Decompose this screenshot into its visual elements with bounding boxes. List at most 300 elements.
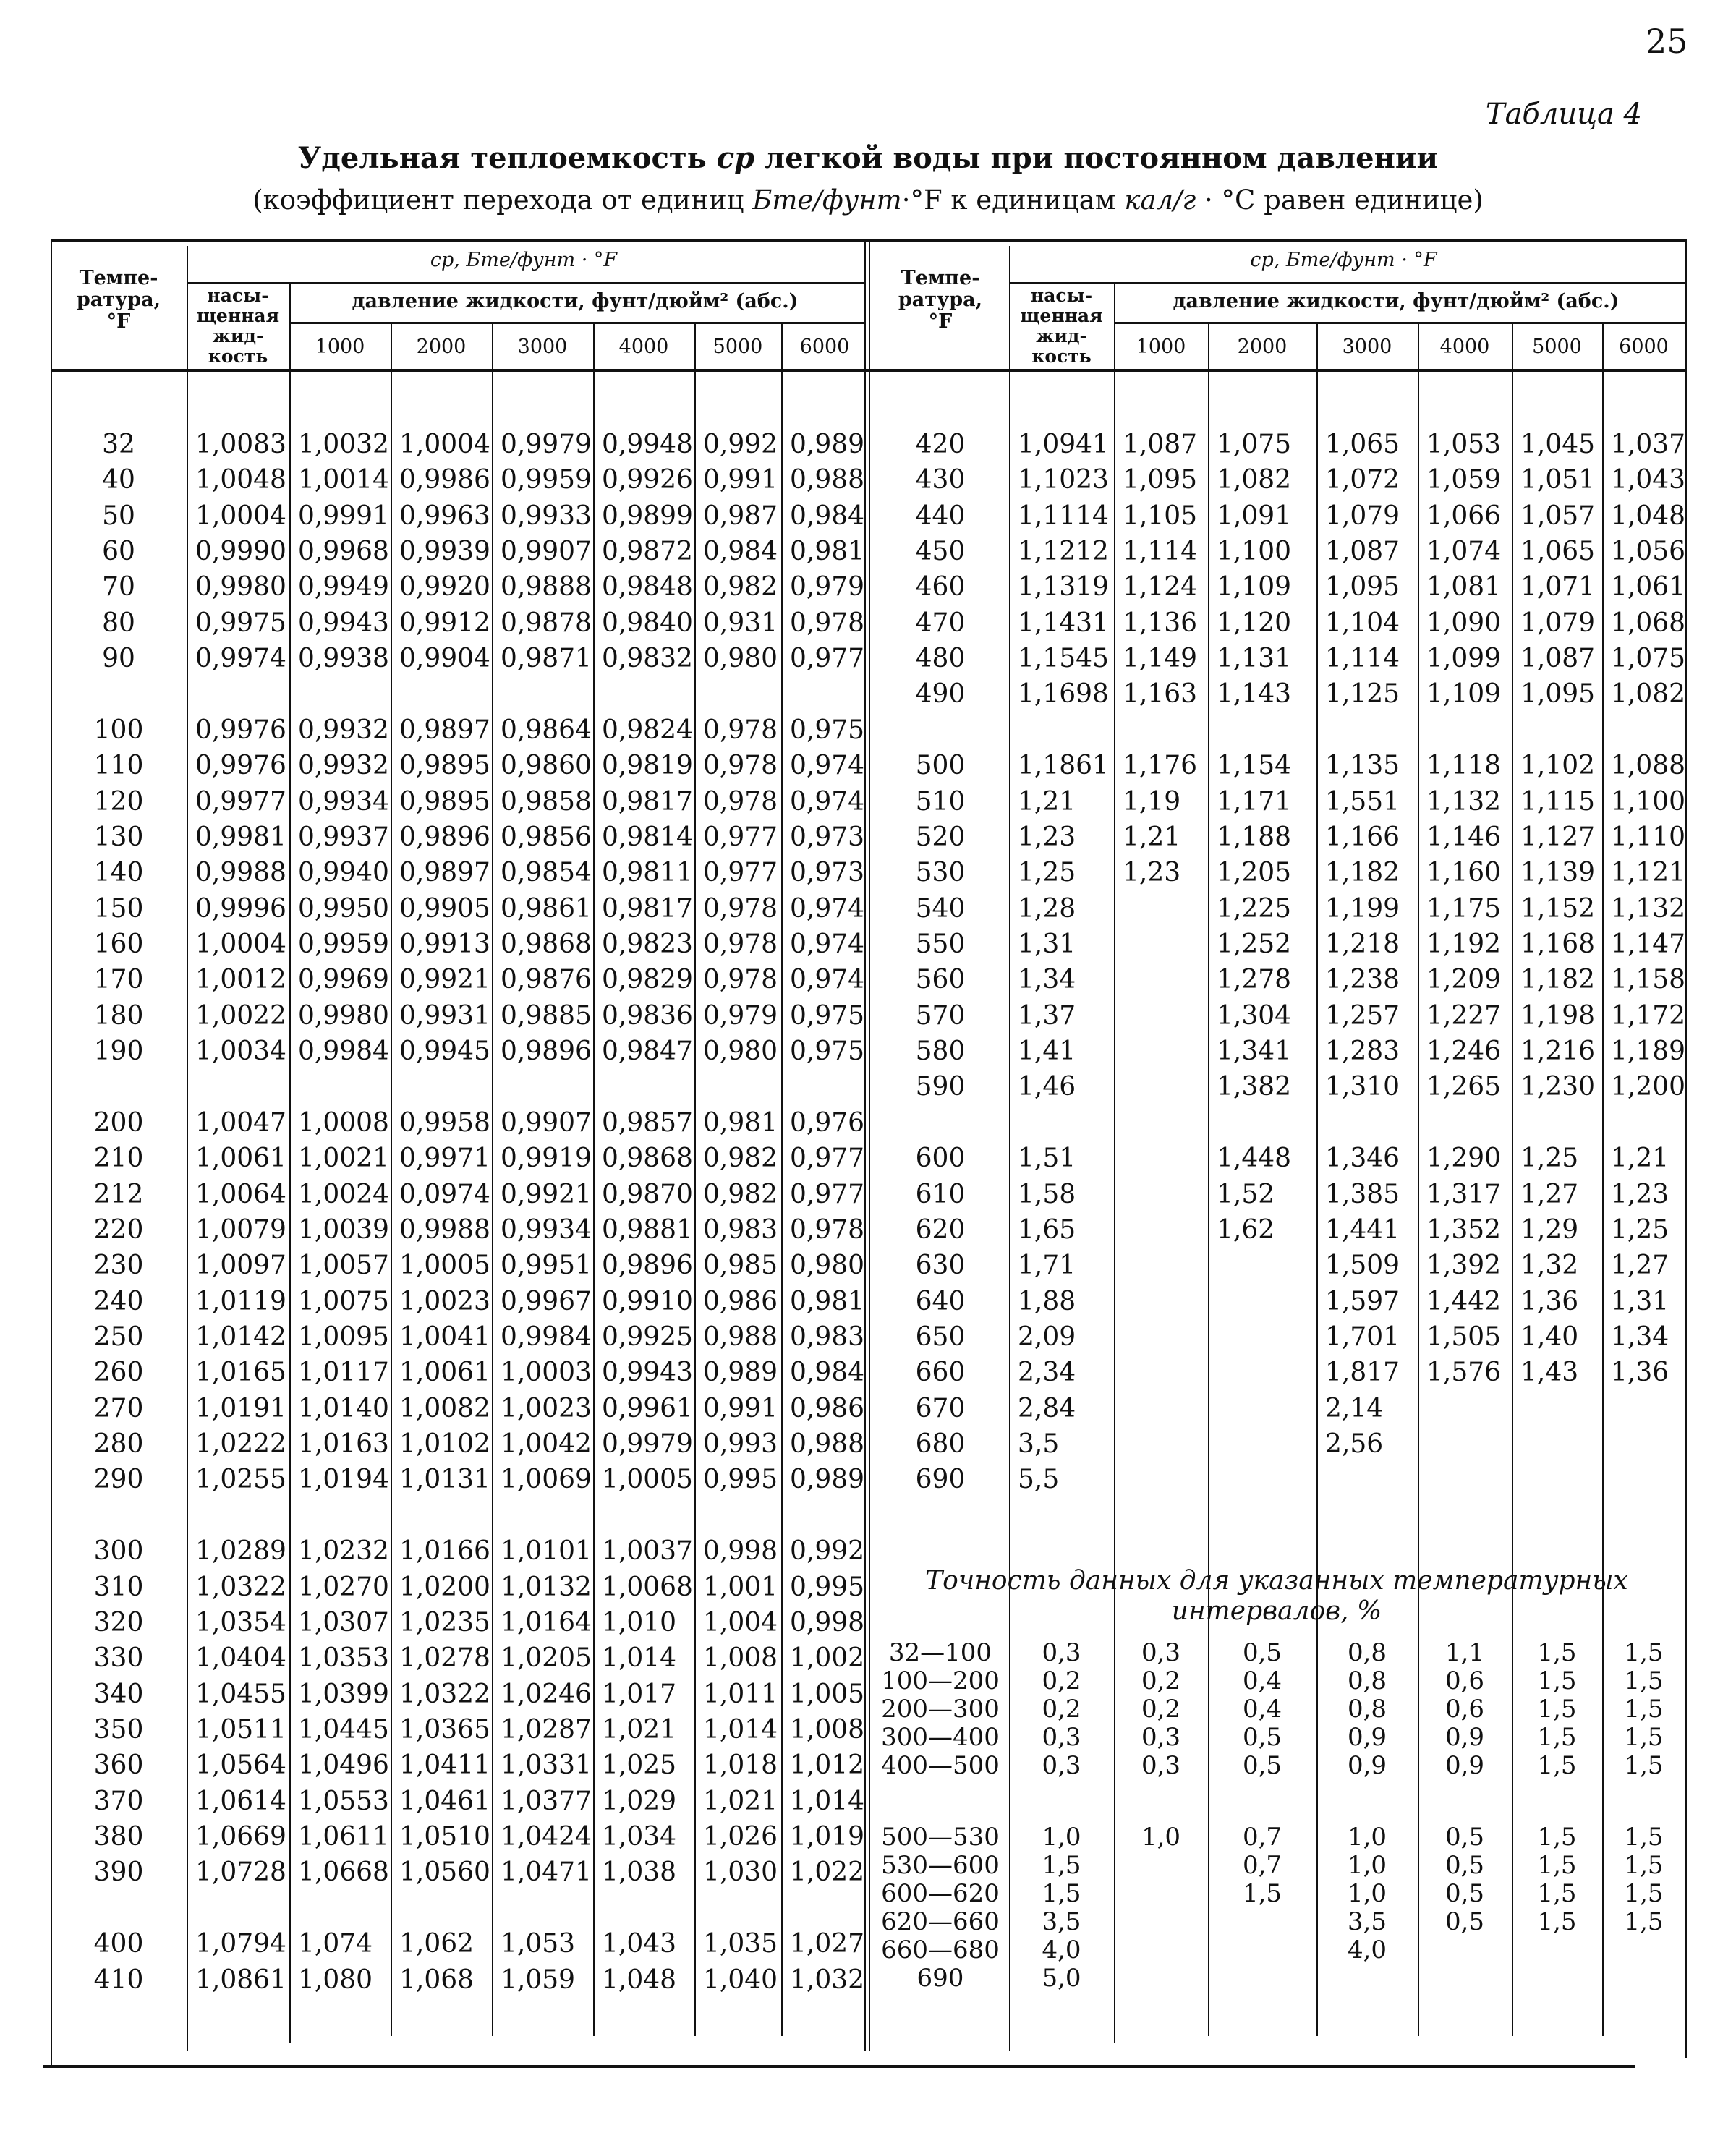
accuracy-value-cell: 1,5: [1537, 1723, 1577, 1752]
right-value-cell: 1,115: [1520, 786, 1596, 817]
accuracy-value-cell: 1,5: [1537, 1879, 1577, 1908]
left-value-cell: 0,974: [790, 929, 865, 959]
accuracy-value-cell: 1,5: [1624, 1879, 1664, 1908]
subtitle-unit-btu: Бте/фунт: [752, 184, 902, 216]
right-temperature-cell: 660: [915, 1358, 966, 1388]
left-value-cell: 1,0061: [399, 1358, 490, 1388]
accuracy-value-cell: 1,0: [1347, 1879, 1387, 1908]
cp-group-rule: [187, 282, 864, 284]
accuracy-title: [872, 1566, 1682, 1627]
right-value-cell: 1,127: [1520, 822, 1596, 852]
accuracy-value-cell: 0,9: [1347, 1723, 1387, 1752]
left-value-cell: 0,9937: [298, 822, 389, 852]
accuracy-interval-cell: 690: [916, 1964, 964, 1993]
left-value-cell: 0,9872: [602, 536, 693, 566]
left-value-cell: 1,0004: [399, 430, 490, 459]
right-header-saturated: [1009, 286, 1114, 367]
left-temperature-cell: 400: [93, 1929, 144, 1959]
right-value-cell: 1,238: [1325, 965, 1400, 995]
left-value-cell: 1,0004: [195, 929, 286, 959]
right-temperature-cell: 480: [915, 643, 966, 673]
right-value-cell: 1,065: [1520, 536, 1596, 566]
left-value-cell: 1,0082: [399, 1393, 490, 1423]
right-value-cell: 1,51: [1018, 1144, 1076, 1174]
right-value-cell: 1,209: [1426, 965, 1502, 995]
accuracy-value-cell: 1,5: [1624, 1851, 1664, 1880]
left-value-cell: 1,004: [703, 1608, 778, 1638]
left-value-cell: 0,9996: [195, 893, 286, 924]
left-value-cell: 1,0132: [501, 1572, 592, 1602]
left-value-cell: 0,986: [790, 1393, 865, 1423]
left-value-cell: 0,9948: [602, 430, 693, 459]
left-value-cell: 1,026: [703, 1821, 778, 1852]
accuracy-title-line2: интервалов, %: [1171, 1596, 1382, 1626]
left-value-cell: 1,0564: [195, 1750, 286, 1781]
right-value-cell: 1,36: [1611, 1358, 1669, 1388]
table-label: Таблица 4: [1485, 98, 1642, 131]
right-value-cell: 1,082: [1611, 679, 1686, 710]
right-value-cell: 1,21: [1611, 1144, 1669, 1174]
right-header-pressure-3000: 3000: [1342, 336, 1392, 358]
right-temperature-cell: 620: [915, 1215, 966, 1245]
right-temperature-cell: 450: [915, 536, 966, 566]
left-value-cell: 0,9921: [399, 965, 490, 995]
left-value-cell: 0,9988: [399, 1215, 490, 1245]
left-header-temperature: [51, 268, 187, 333]
pressure-group-rule: [1114, 322, 1685, 324]
right-value-cell: 1,066: [1426, 501, 1502, 531]
right-temperature-cell: 610: [915, 1179, 966, 1209]
right-value-cell: 1,175: [1426, 893, 1502, 924]
left-value-cell: 0,973: [790, 822, 865, 852]
left-value-cell: 0,9817: [602, 893, 693, 924]
title-text: Удельная теплоемкость: [297, 141, 717, 175]
left-value-cell: 1,0057: [298, 1251, 389, 1281]
left-value-cell: 0,9885: [501, 1000, 592, 1031]
left-value-cell: 1,0404: [195, 1643, 286, 1674]
accuracy-value-cell: 1,5: [1537, 1638, 1577, 1667]
right-value-cell: 1,1431: [1018, 608, 1109, 638]
right-value-cell: 1,048: [1611, 501, 1686, 531]
right-value-cell: 1,21: [1123, 822, 1181, 852]
right-value-cell: 1,278: [1217, 965, 1292, 995]
left-value-cell: 0,977: [790, 1179, 865, 1209]
right-value-cell: 1,163: [1123, 679, 1198, 710]
right-value-cell: 1,41: [1018, 1036, 1076, 1066]
accuracy-value-cell: 0,5: [1444, 1823, 1485, 1852]
left-value-cell: 0,982: [703, 1179, 778, 1209]
right-temperature-cell: 490: [915, 679, 966, 710]
left-value-cell: 0,984: [703, 536, 778, 566]
left-value-cell: 1,0117: [298, 1358, 389, 1388]
right-value-cell: 1,1698: [1018, 679, 1109, 710]
right-value-cell: 1,090: [1426, 608, 1502, 638]
left-value-cell: 1,0511: [195, 1714, 286, 1745]
header-text: щенная: [196, 305, 280, 326]
accuracy-value-cell: 1,0: [1347, 1851, 1387, 1880]
left-value-cell: 0,992: [790, 1536, 865, 1567]
left-value-cell: 1,0165: [195, 1358, 286, 1388]
left-value-cell: 1,0354: [195, 1608, 286, 1638]
left-value-cell: 0,975: [790, 1036, 865, 1066]
left-temperature-cell: 150: [93, 893, 144, 924]
left-value-cell: 0,980: [703, 643, 778, 673]
right-value-cell: 1,576: [1426, 1358, 1502, 1388]
left-header-cp-group: [187, 250, 861, 271]
right-value-cell: 1,053: [1426, 430, 1502, 459]
left-value-cell: 0,931: [703, 608, 778, 638]
left-value-cell: 0,9950: [298, 893, 389, 924]
right-header-cp-group: [1009, 250, 1678, 271]
accuracy-interval-cell: 300—400: [881, 1723, 1000, 1752]
left-value-cell: 1,0861: [195, 1964, 286, 1995]
left-temperature-cell: 70: [102, 572, 135, 603]
left-value-cell: 1,012: [790, 1750, 865, 1781]
left-value-cell: 0,988: [790, 465, 865, 495]
left-value-cell: 0,982: [703, 1144, 778, 1174]
left-value-cell: 1,053: [501, 1929, 576, 1959]
right-temperature-cell: 690: [915, 1465, 966, 1495]
right-value-cell: 1,346: [1325, 1144, 1400, 1174]
accuracy-value-cell: 0,2: [1042, 1666, 1081, 1695]
left-value-cell: 0,983: [790, 1321, 865, 1352]
accuracy-value-cell: 0,8: [1347, 1638, 1387, 1667]
right-temperature-cell: 540: [915, 893, 966, 924]
table-right-border: [1685, 239, 1687, 2058]
accuracy-value-cell: 1,5: [1537, 1666, 1577, 1695]
right-temperature-cell: 650: [915, 1321, 966, 1352]
left-value-cell: 0,9934: [298, 786, 389, 817]
header-text: насы-: [1030, 285, 1093, 306]
left-value-cell: 1,0322: [399, 1679, 490, 1709]
left-value-cell: 0,974: [790, 751, 865, 781]
right-value-cell: 1,58: [1018, 1179, 1076, 1209]
left-value-cell: 0,9979: [501, 430, 592, 459]
left-value-cell: 1,0614: [195, 1786, 286, 1816]
left-value-cell: 0,984: [790, 1358, 865, 1388]
left-value-cell: 0,991: [703, 1393, 778, 1423]
left-value-cell: 1,0064: [195, 1179, 286, 1209]
right-value-cell: 1,189: [1611, 1036, 1686, 1066]
left-header-pressure-1000: 1000: [315, 336, 365, 358]
left-value-cell: 1,0471: [501, 1857, 592, 1888]
left-temperature-cell: 290: [93, 1465, 144, 1495]
left-header-pressure-group: давление жидкости, фунт/дюйм² (абс.): [352, 290, 799, 312]
left-value-cell: 0,978: [703, 751, 778, 781]
right-value-cell: 1,1023: [1018, 465, 1109, 495]
left-value-cell: 1,0003: [501, 1358, 592, 1388]
left-value-cell: 0,9991: [298, 501, 389, 531]
accuracy-interval-cell: 660—680: [881, 1936, 1000, 1964]
left-temperature-cell: 120: [93, 786, 144, 817]
left-value-cell: 0,9814: [602, 822, 693, 852]
left-value-cell: 1,0023: [399, 1286, 490, 1316]
cp-group-rule: [1009, 282, 1685, 284]
left-value-cell: 1,008: [790, 1714, 865, 1745]
right-value-cell: 1,29: [1520, 1215, 1579, 1245]
left-temperature-cell: 370: [93, 1786, 144, 1816]
accuracy-value-cell: 1,5: [1537, 1695, 1577, 1724]
accuracy-value-cell: 1,5: [1537, 1823, 1577, 1852]
right-value-cell: 1,087: [1123, 430, 1198, 459]
right-value-cell: 1,182: [1520, 965, 1596, 995]
left-value-cell: 0,9971: [399, 1144, 490, 1174]
accuracy-value-cell: 1,5: [1537, 1851, 1577, 1880]
left-value-cell: 0,989: [703, 1358, 778, 1388]
left-value-cell: 1,019: [790, 1821, 865, 1852]
left-value-cell: 1,027: [790, 1929, 865, 1959]
left-value-cell: 1,068: [399, 1964, 475, 1995]
left-value-cell: 1,0032: [298, 430, 389, 459]
right-value-cell: 1,246: [1426, 1036, 1502, 1066]
left-temperature-cell: 340: [93, 1679, 144, 1709]
right-temperature-cell: 510: [915, 786, 966, 817]
right-value-cell: 1,192: [1426, 929, 1502, 959]
left-value-cell: 0,9878: [501, 608, 592, 638]
left-value-cell: 1,002: [790, 1643, 865, 1674]
left-value-cell: 1,074: [298, 1929, 373, 1959]
left-value-cell: 1,001: [703, 1572, 778, 1602]
left-value-cell: 0,987: [703, 501, 778, 531]
left-value-cell: 0,9925: [602, 1321, 693, 1352]
left-value-cell: 1,0014: [298, 465, 389, 495]
accuracy-interval-cell: 400—500: [881, 1751, 1000, 1780]
left-value-cell: 1,0205: [501, 1643, 592, 1674]
accuracy-value-cell: 3,5: [1347, 1907, 1387, 1936]
right-value-cell: 1,109: [1217, 572, 1292, 603]
right-value-cell: 1,200: [1611, 1072, 1686, 1102]
left-value-cell: 1,0163: [298, 1428, 389, 1459]
left-value-cell: 0,979: [703, 1000, 778, 1031]
accuracy-value-cell: 0,5: [1444, 1851, 1485, 1880]
accuracy-interval-cell: 500—530: [881, 1823, 1000, 1852]
right-value-cell: 1,149: [1123, 643, 1198, 673]
right-value-cell: 1,166: [1325, 822, 1400, 852]
accuracy-value-cell: 0,3: [1141, 1751, 1181, 1780]
left-value-cell: 0,986: [703, 1286, 778, 1316]
right-value-cell: 1,341: [1217, 1036, 1292, 1066]
left-value-cell: 1,014: [703, 1714, 778, 1745]
left-value-cell: 0,9829: [602, 965, 693, 995]
left-value-cell: 1,0191: [195, 1393, 286, 1423]
right-value-cell: 1,059: [1426, 465, 1502, 495]
left-value-cell: 0,978: [790, 608, 865, 638]
left-temperature-cell: 170: [93, 965, 144, 995]
left-value-cell: 1,0235: [399, 1608, 490, 1638]
accuracy-interval-cell: 530—600: [881, 1851, 1000, 1880]
subtitle-part: (коэффициент перехода от единиц: [252, 184, 753, 216]
left-value-cell: 1,0034: [195, 1036, 286, 1066]
right-value-cell: 1,079: [1325, 501, 1400, 531]
left-value-cell: 0,9931: [399, 1000, 490, 1031]
left-value-cell: 0,982: [703, 572, 778, 603]
right-value-cell: 1,139: [1520, 858, 1596, 888]
accuracy-value-cell: 5,0: [1042, 1964, 1081, 1993]
right-value-cell: 1,25: [1611, 1215, 1669, 1245]
left-value-cell: 0,978: [703, 965, 778, 995]
left-value-cell: 0,9858: [501, 786, 592, 817]
left-value-cell: 1,043: [602, 1929, 677, 1959]
left-value-cell: 0,9905: [399, 893, 490, 924]
right-value-cell: 1,71: [1018, 1251, 1076, 1281]
left-value-cell: 0,984: [790, 501, 865, 531]
right-value-cell: 2,09: [1018, 1321, 1076, 1352]
accuracy-value-cell: 1,5: [1042, 1879, 1081, 1908]
left-value-cell: 0,9933: [501, 501, 592, 531]
right-value-cell: 1,088: [1611, 751, 1686, 781]
left-value-cell: 1,0307: [298, 1608, 389, 1638]
left-value-cell: 0,978: [703, 893, 778, 924]
left-value-cell: 1,040: [703, 1964, 778, 1995]
right-value-cell: 1,051: [1520, 465, 1596, 495]
subtitle-part: · °C равен единице): [1196, 184, 1484, 216]
left-value-cell: 1,025: [602, 1750, 677, 1781]
header-text: Темпе-: [901, 267, 980, 289]
right-value-cell: 1,43: [1520, 1358, 1579, 1388]
right-value-cell: 1,1319: [1018, 572, 1109, 603]
left-header-pressure-2000: 2000: [416, 336, 467, 358]
left-value-cell: 1,0008: [298, 1108, 389, 1138]
left-temperature-cell: 240: [93, 1286, 144, 1316]
right-value-cell: 1,25: [1018, 858, 1076, 888]
left-value-cell: 0,981: [790, 536, 865, 566]
right-value-cell: 1,37: [1018, 1000, 1076, 1031]
right-temperature-cell: 600: [915, 1144, 966, 1174]
left-value-cell: 0,9945: [399, 1036, 490, 1066]
left-value-cell: 0,9811: [602, 858, 693, 888]
left-value-cell: 1,0119: [195, 1286, 286, 1316]
left-value-cell: 0,981: [703, 1108, 778, 1138]
left-value-cell: 0,9864: [501, 715, 592, 746]
left-value-cell: 0,9940: [298, 858, 389, 888]
left-value-cell: 1,014: [790, 1786, 865, 1816]
left-value-cell: 1,0255: [195, 1465, 286, 1495]
accuracy-value-cell: 1,5: [1624, 1907, 1664, 1936]
right-value-cell: 1,392: [1426, 1251, 1502, 1281]
left-value-cell: 1,0068: [602, 1572, 693, 1602]
left-value-cell: 0,9976: [195, 751, 286, 781]
left-value-cell: 1,0166: [399, 1536, 490, 1567]
left-value-cell: 0,9907: [501, 1108, 592, 1138]
left-value-cell: 0,978: [790, 1215, 865, 1245]
right-value-cell: 1,1861: [1018, 751, 1109, 781]
left-value-cell: 0,983: [703, 1215, 778, 1245]
left-value-cell: 0,9976: [195, 715, 286, 746]
right-value-cell: 1,079: [1520, 608, 1596, 638]
right-value-cell: 1,265: [1426, 1072, 1502, 1102]
left-temperature-cell: 140: [93, 858, 144, 888]
right-value-cell: 1,46: [1018, 1072, 1076, 1102]
right-value-cell: 1,109: [1426, 679, 1502, 710]
left-value-cell: 0,9876: [501, 965, 592, 995]
right-temperature-cell: 470: [915, 608, 966, 638]
accuracy-value-cell: 0,5: [1444, 1879, 1485, 1908]
right-value-cell: 2,34: [1018, 1358, 1076, 1388]
right-temperature-cell: 500: [915, 751, 966, 781]
right-value-cell: 1,23: [1123, 858, 1181, 888]
header-text: °F: [106, 310, 131, 333]
left-value-cell: 1,0510: [399, 1821, 490, 1852]
left-value-cell: 0,9974: [195, 643, 286, 673]
left-value-cell: 0,975: [790, 1000, 865, 1031]
left-temperature-cell: 212: [93, 1179, 144, 1209]
right-temperature-cell: 630: [915, 1251, 966, 1281]
right-value-cell: 1,304: [1217, 1000, 1292, 1031]
left-value-cell: 0,989: [790, 1465, 865, 1495]
left-value-cell: 0,975: [790, 715, 865, 746]
right-value-cell: 1,091: [1217, 501, 1292, 531]
right-value-cell: 1,310: [1325, 1072, 1400, 1102]
left-value-cell: 1,0079: [195, 1215, 286, 1245]
header-text: cp, Бте/фунт · °F: [1250, 249, 1437, 271]
right-value-cell: 1,132: [1426, 786, 1502, 817]
left-value-cell: 1,0611: [298, 1821, 389, 1852]
accuracy-value-cell: 0,8: [1347, 1666, 1387, 1695]
left-value-cell: 0,9921: [501, 1179, 592, 1209]
right-value-cell: 5,5: [1018, 1465, 1060, 1495]
left-value-cell: 1,0365: [399, 1714, 490, 1745]
left-value-cell: 0,9819: [602, 751, 693, 781]
right-value-cell: 1,40: [1520, 1321, 1579, 1352]
left-temperature-cell: 330: [93, 1643, 144, 1674]
center-double-rule: [869, 239, 870, 2051]
right-value-cell: 1,132: [1611, 893, 1686, 924]
left-value-cell: 1,0021: [298, 1144, 389, 1174]
left-header-pressure-6000: 6000: [799, 336, 850, 358]
left-value-cell: 0,9881: [602, 1215, 693, 1245]
left-value-cell: 1,0012: [195, 965, 286, 995]
left-temperature-cell: 32: [102, 430, 135, 459]
right-value-cell: 1,037: [1611, 430, 1686, 459]
right-value-cell: 1,171: [1217, 786, 1292, 817]
right-temperature-cell: 430: [915, 465, 966, 495]
right-value-cell: 1,701: [1325, 1321, 1400, 1352]
right-temperature-cell: 680: [915, 1428, 966, 1459]
left-value-cell: 0,9938: [298, 643, 389, 673]
left-value-cell: 0,9907: [501, 536, 592, 566]
left-value-cell: 1,0131: [399, 1465, 490, 1495]
left-value-cell: 1,030: [703, 1857, 778, 1888]
right-value-cell: 1,121: [1611, 858, 1686, 888]
accuracy-value-cell: 4,0: [1042, 1936, 1081, 1964]
left-value-cell: 0,9980: [298, 1000, 389, 1031]
header-text: ратура,: [76, 289, 161, 311]
left-value-cell: 0,9988: [195, 858, 286, 888]
right-temperature-cell: 550: [915, 929, 966, 959]
left-header-saturated: [187, 286, 289, 367]
accuracy-value-cell: 3,5: [1042, 1907, 1081, 1936]
left-value-cell: 0,9871: [501, 643, 592, 673]
right-temperature-cell: 670: [915, 1393, 966, 1423]
left-value-cell: 0,9967: [501, 1286, 592, 1316]
left-value-cell: 0,9836: [602, 1000, 693, 1031]
accuracy-value-cell: 0,5: [1242, 1723, 1282, 1752]
right-value-cell: 1,317: [1426, 1179, 1502, 1209]
accuracy-value-cell: 0,7: [1242, 1823, 1282, 1852]
left-value-cell: 1,017: [602, 1679, 677, 1709]
accuracy-value-cell: 1,5: [1537, 1751, 1577, 1780]
left-value-cell: 1,010: [602, 1608, 677, 1638]
header-text: жид-: [1036, 325, 1087, 346]
left-temperature-cell: 60: [102, 536, 135, 566]
left-value-cell: 1,0728: [195, 1857, 286, 1888]
left-header-pressure-3000: 3000: [517, 336, 568, 358]
left-value-cell: 1,0278: [399, 1643, 490, 1674]
accuracy-value-cell: 0,6: [1444, 1695, 1485, 1724]
right-value-cell: 1,081: [1426, 572, 1502, 603]
right-value-cell: 1,146: [1426, 822, 1502, 852]
left-value-cell: 1,0069: [501, 1465, 592, 1495]
